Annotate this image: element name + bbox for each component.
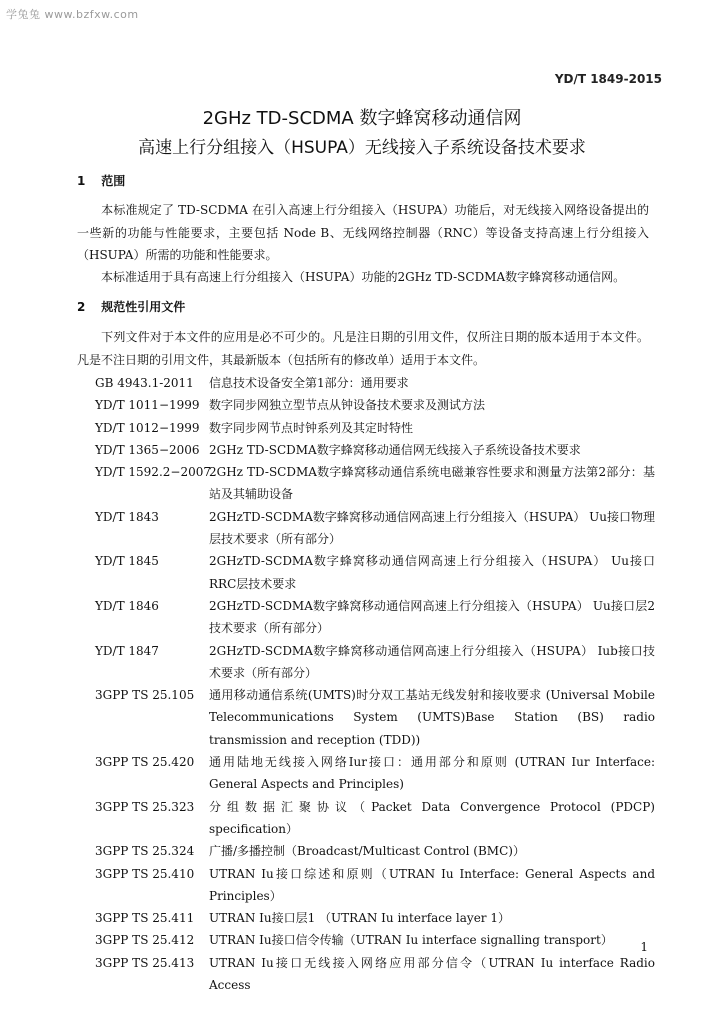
document-title-line2: 高速上行分组接入（HSUPA）无线接入子系统设备技术要求: [138, 138, 586, 158]
section2-heading: [77, 298, 185, 315]
reference-item: [95, 595, 655, 640]
reference-title: 2GHzTD-SCDMA数字蜂窝移动通信网高速上行分组接入（HSUPA） Uu接口层2技术要求（所有部分）: [209, 598, 655, 636]
reference-code: 3GPP TS 25.412: [95, 933, 195, 948]
reference-item: [95, 417, 655, 439]
reference-code: 3GPP TS 25.420: [95, 755, 195, 770]
standard-number: YD/T 1849-2015: [554, 72, 662, 86]
reference-item: [95, 751, 655, 796]
section1-paragraph1: [77, 199, 649, 267]
page-number: 1: [640, 940, 648, 954]
section1-paragraph1-text: 本标准规定了 TD-SCDMA 在引入高速上行分组接入（HSUPA）功能后，对无线接入网络设备提出的一些新的功能与性能要求，主要包括 Node B、无线网络控制器（RNC）等设备支持高速上行分组接入（HSUPA）所需的功能和性能要求。: [77, 203, 649, 262]
section1-number: 1: [77, 174, 86, 188]
reference-code: 3GPP TS 25.324: [95, 844, 195, 859]
reference-title: 通用陆地无线接入网络Iur接口：通用部分和原则 (UTRAN Iur Interface: General Aspects and Principles): [209, 755, 655, 792]
section1-heading: [77, 172, 125, 189]
reference-item: [95, 550, 655, 595]
reference-title: 2GHzTD-SCDMA数字蜂窝移动通信网高速上行分组接入（HSUPA） Uu接口物理层技术要求（所有部分）: [209, 509, 655, 547]
reference-item: [95, 684, 655, 751]
reference-title: 2GHz TD-SCDMA数字蜂窝移动通信系统电磁兼容性要求和测量方法第2部分：基站及其辅助设备: [209, 465, 655, 502]
watermark: 学兔兔 www.bzfxw.com: [6, 8, 139, 21]
document-title-line1: 2GHz TD-SCDMA 数字蜂窝移动通信网: [202, 108, 522, 129]
reference-code: YD/T 1365−2006: [95, 442, 200, 457]
section2-intro: [77, 326, 649, 371]
reference-item: [95, 640, 655, 685]
reference-item: [95, 952, 655, 997]
reference-title: 信息技术设备安全第1部分：通用要求: [209, 376, 409, 390]
reference-code: 3GPP TS 25.413: [95, 955, 195, 970]
reference-title: UTRAN Iu接口层1 （UTRAN Iu interface layer 1）: [209, 911, 510, 926]
reference-item: [95, 506, 655, 551]
section1-title: 范围: [101, 174, 126, 188]
reference-title: 分组数据汇聚协议（Packet Data Convergence Protocol (PDCP) specification）: [209, 799, 655, 836]
reference-code: YD/T 1843: [95, 509, 159, 524]
reference-code: 3GPP TS 25.323: [95, 799, 195, 814]
reference-title: 通用移动通信系统(UMTS)时分双工基站无线发射和接收要求 (Universal Mobile Telecommunications System (UMTS)Base Station (BS) radio transmission and reception (TDD)): [209, 688, 655, 747]
reference-code: YD/T 1847: [95, 643, 159, 658]
reference-item: [95, 394, 655, 416]
reference-item: [95, 461, 655, 506]
reference-code: 3GPP TS 25.410: [95, 866, 195, 881]
reference-title: 2GHzTD-SCDMA数字蜂窝移动通信网高速上行分组接入（HSUPA） Uu接口RRC层技术要求: [209, 554, 655, 591]
reference-item: [95, 796, 655, 841]
reference-code: 3GPP TS 25.105: [95, 688, 195, 703]
reference-item: [95, 863, 655, 908]
reference-title: 数字同步网节点时钟系列及其定时特性: [209, 420, 414, 435]
section1-paragraph2: [77, 266, 649, 289]
reference-code: YD/T 1846: [95, 598, 159, 613]
reference-code: GB 4943.1-2011: [95, 376, 194, 390]
reference-item: [95, 907, 655, 929]
reference-title: 数字同步网独立型节点从钟设备技术要求及测试方法: [209, 398, 486, 413]
reference-title: 2GHzTD-SCDMA数字蜂窝移动通信网高速上行分组接入（HSUPA） Iub接口技术要求（所有部分）: [209, 643, 655, 680]
reference-list: [95, 372, 655, 996]
section2-title: 规范性引用文件: [101, 300, 186, 314]
reference-item: [95, 840, 655, 862]
reference-code: 3GPP TS 25.411: [95, 911, 195, 926]
section2-number: 2: [77, 300, 86, 314]
reference-code: YD/T 1592.2−2007: [95, 465, 211, 480]
reference-title: UTRAN Iu接口信令传输（UTRAN Iu interface signalling transport）: [209, 933, 613, 948]
reference-title: 2GHz TD-SCDMA数字蜂窝移动通信网无线接入子系统设备技术要求: [209, 442, 581, 457]
reference-item: [95, 372, 655, 394]
reference-title: UTRAN Iu接口综述和原则（UTRAN Iu Interface: General Aspects and Principles）: [209, 866, 655, 903]
reference-title: 广播/多播控制（Broadcast/Multicast Control (BMC)）: [209, 844, 525, 859]
reference-title: UTRAN Iu接口无线接入网络应用部分信令（UTRAN Iu interface Radio Access: [209, 955, 655, 993]
reference-item: [95, 929, 655, 951]
section1-paragraph2-text: 本标准适用于具有高速上行分组接入（HSUPA）功能的2GHz TD-SCDMA数字蜂窝移动通信网。: [101, 270, 626, 284]
section2-intro-text: 下列文件对于本文件的应用是必不可少的。凡是注日期的引用文件，仅所注日期的版本适用于本文件。凡是不注日期的引用文件，其最新版本（包括所有的修改单）适用于本文件。: [77, 330, 649, 367]
reference-code: YD/T 1012−1999: [95, 420, 200, 435]
reference-code: YD/T 1845: [95, 554, 159, 569]
reference-code: YD/T 1011−1999: [95, 398, 200, 413]
reference-item: [95, 439, 655, 461]
